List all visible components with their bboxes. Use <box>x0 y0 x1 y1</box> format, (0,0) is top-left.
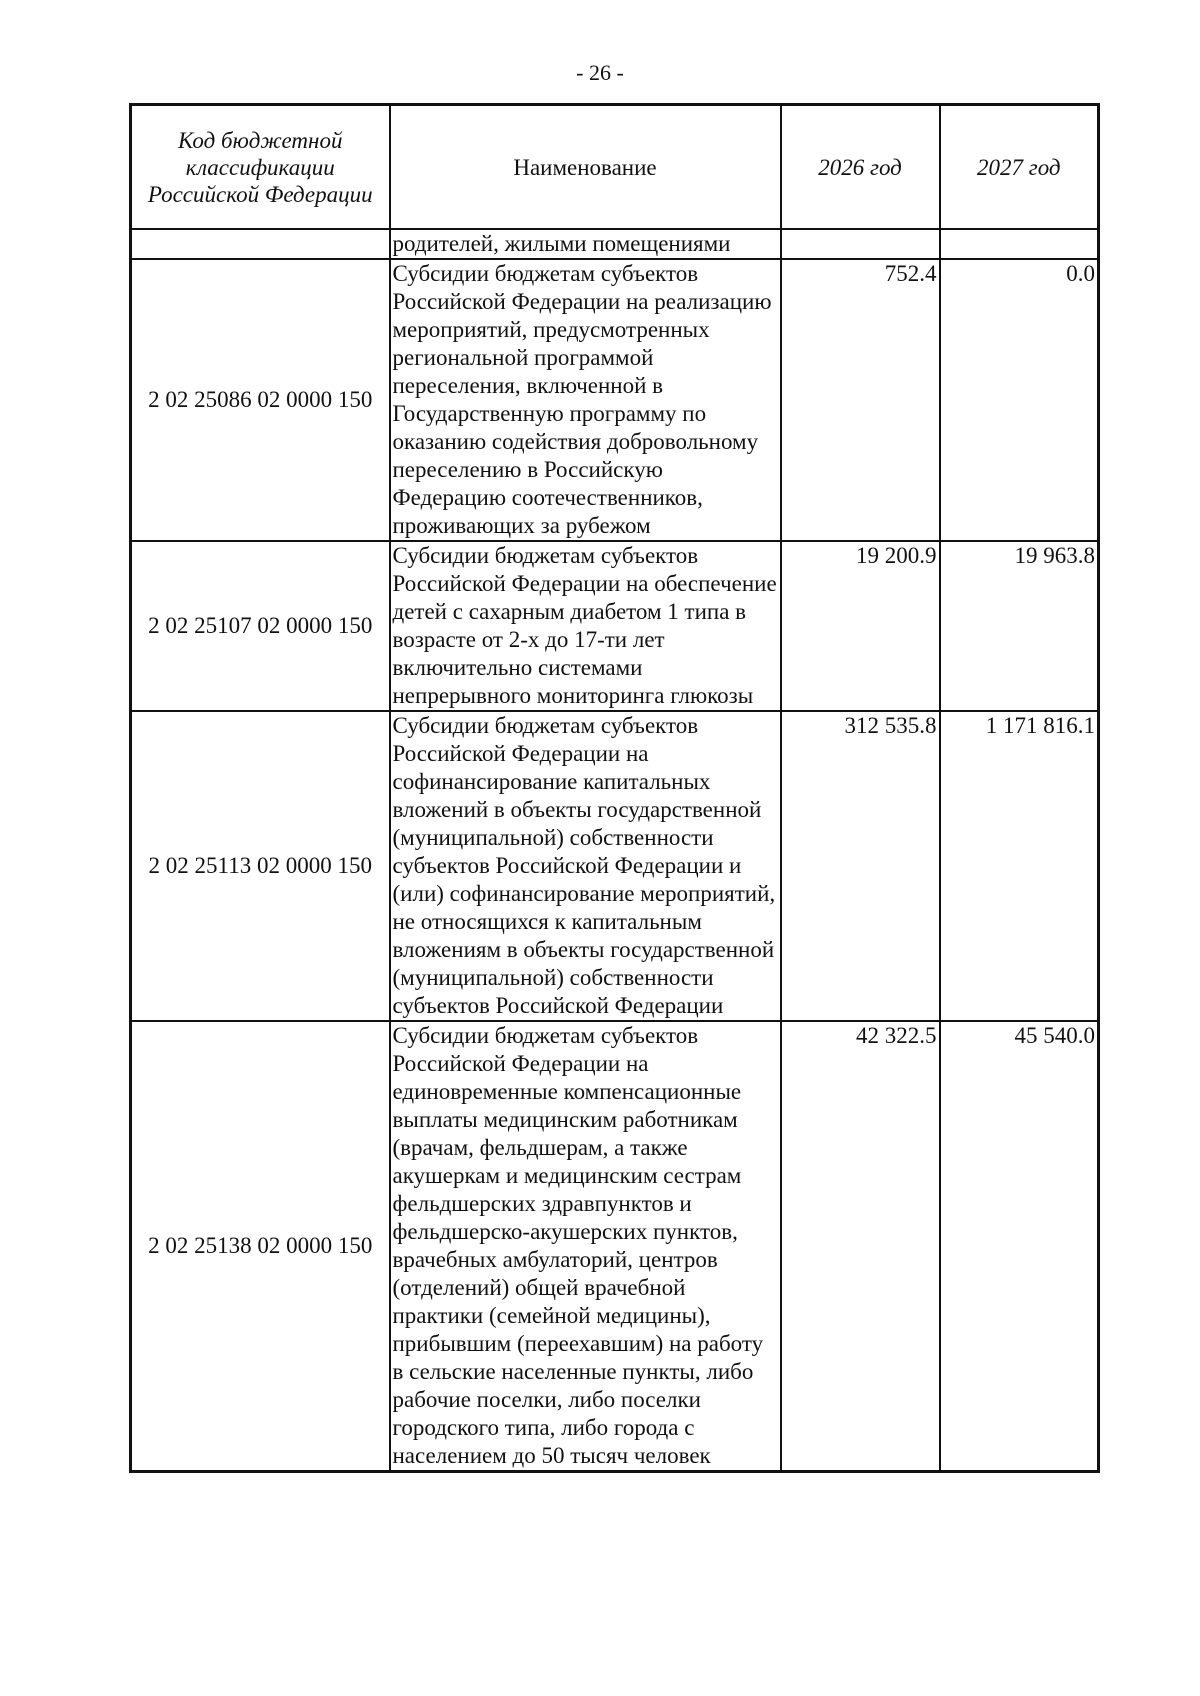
row-code: 2 02 25113 02 0000 150 <box>131 711 390 1021</box>
row-name: Субсидии бюджетам субъектов Российской Федерации на единовременные компенсационные выплаты медицинским работникам (врачам, фельдшерам, а также акушеркам и медицинским сестрам фельдшерских здравпунктов и фельдшерско-акушерских пунктов, врачебных амбулаторий, центров (отделений) общей врачебной практики (семейной медицины), прибывшим (переехавшим) на работу в сельские населенные пункты, либо рабочие поселки, либо поселки городского типа, либо города с населением до 50 тысяч человек <box>390 1021 781 1472</box>
row-2027 <box>940 229 1099 259</box>
header-2027: 2027 год <box>940 105 1099 230</box>
row-code: 2 02 25107 02 0000 150 <box>131 541 390 711</box>
row-name: Субсидии бюджетам субъектов Российской Федерации на софинансирование капитальных вложений в объекты государственной (муниципальной) собственности субъектов Российской Федерации и (или) софинансирование мероприятий, не относящихся к капитальным вложениям в объекты государственной (муниципальной) собственности субъектов Российской Федерации <box>390 711 781 1021</box>
page-number: - 26 - <box>576 60 624 85</box>
header-code: Код бюджетной классификации Российской Федерации <box>131 105 390 230</box>
table-header-row <box>131 105 1099 230</box>
row-2026: 312 535.8 <box>781 711 940 1021</box>
row-2027: 0.0 <box>940 259 1099 541</box>
row-code: 2 02 25138 02 0000 150 <box>131 1021 390 1472</box>
row-2026: 752.4 <box>781 259 940 541</box>
table-row <box>131 1021 1099 1472</box>
row-name: Субсидии бюджетам субъектов Российской Федерации на обеспечение детей с сахарным диабетом 1 типа в возрасте от 2-х до 17-ти лет включительно системами непрерывного мониторинга глюкозы <box>390 541 781 711</box>
row-code: 2 02 25086 02 0000 150 <box>131 259 390 541</box>
row-name: родителей, жилыми помещениями <box>390 229 781 259</box>
row-2027: 1 171 816.1 <box>940 711 1099 1021</box>
row-2026: 19 200.9 <box>781 541 940 711</box>
table-row <box>131 259 1099 541</box>
table-row <box>131 541 1099 711</box>
row-name: Субсидии бюджетам субъектов Российской Федерации на реализацию мероприятий, предусмотренных региональной программой переселения, включенной в Государственную программу по оказанию содействия добровольному переселению в Российскую Федерацию соотечественников, проживающих за рубежом <box>390 259 781 541</box>
row-2027: 45 540.0 <box>940 1021 1099 1472</box>
table-row <box>131 711 1099 1021</box>
header-2026: 2026 год <box>781 105 940 230</box>
row-2026: 42 322.5 <box>781 1021 940 1472</box>
row-2027: 19 963.8 <box>940 541 1099 711</box>
header-name: Наименование <box>390 105 781 230</box>
row-code <box>131 229 390 259</box>
budget-table <box>129 103 1100 1473</box>
row-2026 <box>781 229 940 259</box>
table-row-continuation <box>131 229 1099 259</box>
